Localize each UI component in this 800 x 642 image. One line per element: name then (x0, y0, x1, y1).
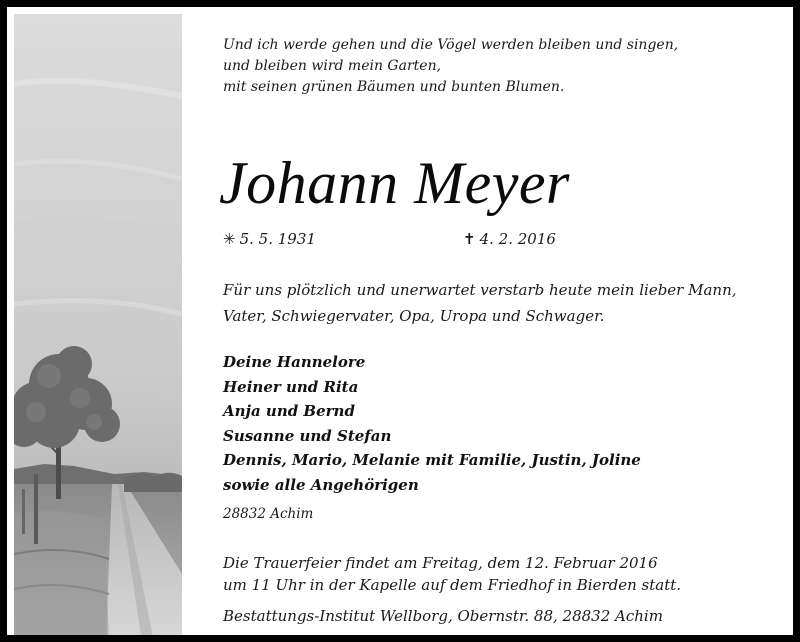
birth-date (223, 226, 316, 252)
funeral-home: Bestattungs-Institut Wellborg, Obernstr. 88, 28832 Achim (223, 607, 663, 625)
death-cross-icon: ✝ (463, 230, 476, 248)
mourners-list (223, 350, 641, 497)
death-announcement (223, 277, 737, 329)
landscape-photo (14, 14, 182, 642)
death-date (463, 226, 556, 252)
announcement-line: Vater, Schwiegervater, Opa, Uropa und Schwager. (223, 307, 605, 325)
announcement-line: Für uns plötzlich und unerwartet verstarb heute mein lieber Mann, (223, 281, 737, 299)
death-date-value: 4. 2. 2016 (479, 230, 556, 248)
funeral-service-info (223, 552, 681, 596)
birth-star-icon: ✳ (223, 230, 236, 248)
mourner-entry: sowie alle Angehörigen (223, 475, 419, 494)
service-line: Die Trauerfeier findet am Freitag, dem 12. Februar 2016 (223, 554, 658, 572)
mourner-entry: Anja und Bernd (223, 402, 355, 420)
mourner-entry: Heiner und Rita (223, 377, 359, 396)
verse-line: und bleiben wird mein Garten, (223, 58, 442, 74)
mourners-location: 28832 Achim (223, 506, 314, 522)
verse-line: Und ich werde gehen und die Vögel werden bleiben und singen, (223, 37, 679, 53)
mourner-entry: Susanne und Stefan (223, 426, 392, 445)
birth-date-value: 5. 5. 1931 (239, 230, 316, 248)
service-line: um 11 Uhr in der Kapelle auf dem Friedhof in Bierden statt. (223, 576, 682, 594)
deceased-name: Johann Meyer (219, 150, 570, 216)
mourner-entry: Deine Hannelore (223, 353, 366, 371)
memorial-verse (223, 35, 678, 98)
verse-line: mit seinen grünen Bäumen und bunten Blumen. (223, 79, 565, 95)
mourner-entry: Dennis, Mario, Melanie mit Familie, Justin, Joline (223, 451, 641, 469)
